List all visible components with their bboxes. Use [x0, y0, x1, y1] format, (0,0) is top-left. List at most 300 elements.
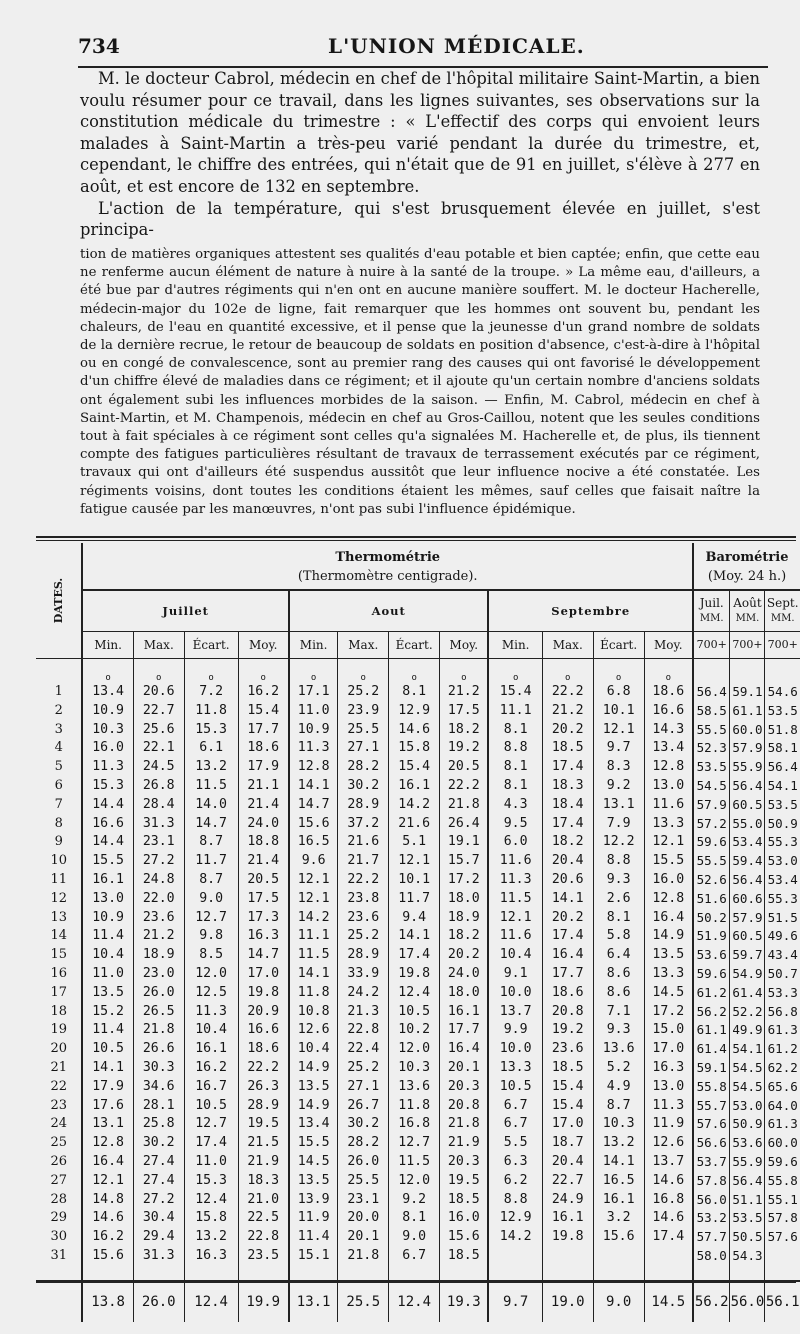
table-cell: 14.1: [593, 1153, 644, 1172]
table-row: [36, 1228, 800, 1247]
day-number: 22: [50, 1078, 67, 1094]
table-cell: 9.2: [389, 1191, 440, 1210]
table-cell: 21.6: [389, 815, 440, 834]
table-row: [36, 852, 800, 871]
table-row: [36, 1003, 800, 1022]
day-number: 5: [54, 759, 63, 775]
table-cell: 19.8: [238, 984, 289, 1003]
table-cell: 10.5: [82, 1040, 133, 1059]
table-cell: 11.5: [488, 890, 542, 909]
table-cell: 50.9: [730, 1115, 765, 1134]
degree-mark: o: [440, 659, 489, 684]
average-cell: 56.0: [730, 1281, 765, 1322]
table-cell: 18.5: [440, 1247, 489, 1266]
table-cell: 7.9: [593, 815, 644, 834]
table-cell: 13.0: [644, 1078, 693, 1097]
table-cell: 16.2: [184, 1059, 238, 1078]
table-cell: 15.0: [644, 1021, 693, 1040]
table-row: [36, 1115, 800, 1134]
table-cell: 18.6: [644, 683, 693, 702]
table-cell: 12.1: [289, 890, 338, 909]
table-cell: 31.3: [133, 1247, 184, 1266]
average-cell: 26.0: [133, 1281, 184, 1322]
table-cell: 14.7: [238, 946, 289, 965]
day-number: 21: [50, 1059, 67, 1075]
table-cell: 6.8: [593, 683, 644, 702]
day-number: 30: [50, 1229, 67, 1245]
table-cell: 12.6: [289, 1021, 338, 1040]
table-cell: 16.1: [184, 1040, 238, 1059]
table-cell: 55.3: [765, 890, 800, 909]
table-cell: 13.9: [289, 1191, 338, 1210]
table-cell: 57.2: [693, 815, 730, 834]
table-cell: [644, 1247, 693, 1266]
table-cell: 21.5: [238, 1134, 289, 1153]
table-cell: 19.8: [542, 1228, 593, 1247]
table-cell: 9.7: [593, 739, 644, 758]
table-cell: 24.2: [338, 984, 389, 1003]
table-cell: 30.2: [338, 777, 389, 796]
average-cell: 13.1: [289, 1281, 338, 1322]
table-cell: 55.0: [730, 815, 765, 834]
blank-cell: [488, 1266, 542, 1281]
paragraph-temperature: L'action de la température, qui s'est brusquement élevée en juillet, s'est principa-: [80, 198, 760, 240]
table-cell: 50.5: [730, 1228, 765, 1247]
table-cell: 12.7: [389, 1134, 440, 1153]
table-cell: 61.1: [730, 702, 765, 721]
col-header-septembre-max: Max.: [542, 631, 593, 658]
table-cell: 59.1: [730, 683, 765, 702]
table-cell: 16.4: [82, 1153, 133, 1172]
table-cell: 61.3: [765, 1021, 800, 1040]
table-cell: 23.6: [133, 909, 184, 928]
table-cell: 16.1: [542, 1209, 593, 1228]
table-cell: 21.2: [542, 702, 593, 721]
day-number: 6: [54, 777, 63, 793]
table-cell: 58.0: [693, 1247, 730, 1266]
table-cell: 15.3: [184, 1172, 238, 1191]
table-cell: 13.5: [82, 984, 133, 1003]
table-cell: 53.4: [730, 833, 765, 852]
table-cell: 12.8: [644, 758, 693, 777]
table-cell: 13.0: [644, 777, 693, 796]
intro-text: [80, 68, 760, 241]
table-cell: 16.7: [184, 1078, 238, 1097]
table-cell: 11.9: [289, 1209, 338, 1228]
table-cell: 8.1: [488, 721, 542, 740]
average-cell: 12.4: [184, 1281, 238, 1322]
blank-cell: [82, 1266, 133, 1281]
table-cell: 10.5: [389, 1003, 440, 1022]
blank-cell: [36, 1281, 82, 1322]
baro-base-header: 700+: [730, 631, 765, 658]
table-cell: 4.9: [593, 1078, 644, 1097]
baro-sept-unit: MM.: [770, 612, 795, 624]
table-cell: 20.8: [542, 1003, 593, 1022]
day-number: 16: [50, 965, 67, 981]
table-cell: 56.4: [730, 871, 765, 890]
table-cell: 55.5: [693, 852, 730, 871]
dates-header: [36, 543, 82, 659]
table-cell: 13.2: [184, 758, 238, 777]
table-cell: 55.7: [693, 1097, 730, 1116]
table-cell: 22.2: [542, 683, 593, 702]
table-cell: 25.5: [338, 721, 389, 740]
table-cell: 54.6: [765, 683, 800, 702]
table-cell: 13.4: [289, 1115, 338, 1134]
table-cell: 13.0: [82, 890, 133, 909]
table-cell: 8.6: [593, 984, 644, 1003]
table-cell: 61.2: [765, 1040, 800, 1059]
table-cell: 54.3: [730, 1247, 765, 1266]
table-cell: 55.5: [693, 721, 730, 740]
table-cell: 65.6: [765, 1078, 800, 1097]
table-cell: 6.7: [389, 1247, 440, 1266]
table-cell: 20.2: [542, 721, 593, 740]
table-cell: [488, 1247, 542, 1266]
table-cell: 14.2: [289, 909, 338, 928]
table-cell: 12.1: [488, 909, 542, 928]
day-number: 3: [54, 721, 63, 737]
table-row: [36, 1021, 800, 1040]
table-cell: 18.6: [542, 984, 593, 1003]
table-cell: 21.2: [133, 927, 184, 946]
table-cell: 17.4: [389, 946, 440, 965]
table-cell: 9.4: [389, 909, 440, 928]
average-cell: 13.8: [82, 1281, 133, 1322]
table-cell: 13.3: [644, 965, 693, 984]
table-cell: 10.8: [289, 1003, 338, 1022]
degree-mark: o: [542, 659, 593, 684]
table-cell: 12.1: [389, 852, 440, 871]
table-cell: 61.4: [693, 1040, 730, 1059]
table-cell: 8.6: [593, 965, 644, 984]
table-cell: 50.7: [765, 965, 800, 984]
table-cell: 14.5: [289, 1153, 338, 1172]
table-cell: 14.1: [289, 965, 338, 984]
table-cell: 57.8: [693, 1172, 730, 1191]
table-cell: 17.7: [542, 965, 593, 984]
table-cell: 22.2: [440, 777, 489, 796]
table-cell: 18.7: [542, 1134, 593, 1153]
table-cell: 64.0: [765, 1097, 800, 1116]
blank-cell: [730, 1266, 765, 1281]
table-cell: 16.2: [238, 683, 289, 702]
table-cell: 31.3: [133, 815, 184, 834]
table-cell: 13.4: [644, 739, 693, 758]
table-cell: 21.9: [238, 1153, 289, 1172]
table-row: [36, 1134, 800, 1153]
table-cell: 18.2: [440, 721, 489, 740]
table-cell: 61.4: [730, 984, 765, 1003]
table-cell: 11.6: [644, 796, 693, 815]
table-cell: 20.5: [440, 758, 489, 777]
table-cell: 20.4: [542, 1153, 593, 1172]
table-cell: 21.4: [238, 796, 289, 815]
table-cell: 13.6: [593, 1040, 644, 1059]
table-cell: 9.9: [488, 1021, 542, 1040]
table-cell: 60.5: [730, 927, 765, 946]
table-cell: 9.3: [593, 871, 644, 890]
blank-cell: [338, 1266, 389, 1281]
table-cell: 8.5: [184, 946, 238, 965]
table-cell: 11.8: [184, 702, 238, 721]
table-cell: 15.8: [389, 739, 440, 758]
table-cell: 11.8: [389, 1097, 440, 1116]
blank-cell: [36, 1266, 82, 1281]
table-cell: 21.3: [338, 1003, 389, 1022]
table-cell: 33.9: [338, 965, 389, 984]
table-cell: 56.4: [765, 758, 800, 777]
table-cell: 53.0: [765, 852, 800, 871]
thermo-title: Thermométrie: [82, 543, 693, 565]
table-cell: 20.5: [238, 871, 289, 890]
table-cell: 13.1: [593, 796, 644, 815]
table-cell: 11.4: [289, 1228, 338, 1247]
average-cell: 56.1: [765, 1281, 800, 1322]
table-cell: 14.9: [644, 927, 693, 946]
table-cell: 13.5: [289, 1172, 338, 1191]
table-cell: 57.6: [693, 1115, 730, 1134]
table-cell: 10.3: [593, 1115, 644, 1134]
table-cell: 20.2: [542, 909, 593, 928]
table-cell: 21.4: [238, 852, 289, 871]
table-cell: 8.8: [488, 739, 542, 758]
table-cell: 11.1: [289, 927, 338, 946]
paragraph-water: tion de matières organiques attestent ses qualités d'eau potable et bien captée; enfin, que cette eau ne renferme aucun élément de nature à nuire à la santé de la troupe. » La même eau, d'ailleurs, a été bue par d'autres régiments qui n'en ont en aucune manière souffert. M. le docteur Hacherelle, médecin-major du 102e de ligne, fait remarquer que les hommes ont souvent bu, pendant les chaleurs, de l'eau en quantité excessive, et il pense que la jeunesse d'un grand nombre de soldats de la dernière recrue, le retour de beaucoup de soldats en position d'absence, c'est-à-dire à l'hôpital ou en congé de convalescence, sont au premier rang des causes qui ont favorisé le développement d'un chiffre élevé de maladies dans ce régiment; et il ajoute qu'un certain nombre d'anciens soldats ont également subi les influences morbides de la saison. — Enfin, M. Cabrol, médecin en chef à Saint-Martin, et M. Champenois, médecin en chef au Gros-Caillou, notent que les seules conditions tout à fait spéciales à ce régiment sont celles qu'a signalées M. Hacherelle et, de plus, ils tiennent compte des fatigues particulières résultant de travaux de terrassement exécutés par ce régiment, travaux qui ont d'ailleurs été suspendus aussitôt que leur influence nocive a été constatée. Les régiments voisins, dont toutes les conditions étaient les mêmes, sauf celles que faisait naître la fatigue causée par les manœuvres, n'ont pas subi l'influence épidémique.: [80, 247, 760, 517]
table-cell: 28.9: [238, 1097, 289, 1116]
table-cell: 12.8: [289, 758, 338, 777]
col-header-juillet-cart: Écart.: [184, 631, 238, 658]
day-number: 15: [50, 947, 67, 963]
table-cell: 11.5: [289, 946, 338, 965]
table-cell: 18.4: [542, 796, 593, 815]
baro-aout-label: Août: [733, 595, 762, 610]
table-cell: 20.2: [440, 946, 489, 965]
degree-mark: o: [389, 659, 440, 684]
table-cell: 30.2: [338, 1115, 389, 1134]
table-cell: 21.6: [338, 833, 389, 852]
table-cell: 10.2: [389, 1021, 440, 1040]
blank-cell: [730, 659, 765, 684]
table-cell: 49.6: [765, 927, 800, 946]
table-cell: 17.9: [238, 758, 289, 777]
table-cell: 13.3: [644, 815, 693, 834]
table-cell: 12.1: [289, 871, 338, 890]
table-cell: 12.7: [184, 909, 238, 928]
baro-base-header: 700+: [693, 631, 730, 658]
col-header-aout-cart: Écart.: [389, 631, 440, 658]
table-cell: 22.4: [338, 1040, 389, 1059]
weather-table: [36, 543, 800, 1322]
table-cell: 13.1: [82, 1115, 133, 1134]
table-cell: 20.0: [338, 1209, 389, 1228]
table-cell: 17.6: [82, 1097, 133, 1116]
table-cell: 50.9: [765, 815, 800, 834]
table-cell: 21.8: [338, 1247, 389, 1266]
table-cell: 9.1: [488, 965, 542, 984]
blank-cell: [440, 1266, 489, 1281]
table-cell: 17.1: [289, 683, 338, 702]
table-cell: 11.3: [82, 758, 133, 777]
table-cell: 16.0: [644, 871, 693, 890]
table-cell: 21.8: [133, 1021, 184, 1040]
table-cell: 6.7: [488, 1097, 542, 1116]
table-cell: 54.9: [730, 965, 765, 984]
table-cell: 17.0: [542, 1115, 593, 1134]
table-cell: 28.4: [133, 796, 184, 815]
table-cell: 60.6: [730, 890, 765, 909]
table-cell: [593, 1247, 644, 1266]
table-cell: 14.1: [542, 890, 593, 909]
average-cell: 19.9: [238, 1281, 289, 1322]
blank-cell: [184, 1266, 238, 1281]
table-cell: 10.1: [389, 871, 440, 890]
table-cell: 37.2: [338, 815, 389, 834]
col-header-juillet-moy: Moy.: [238, 631, 289, 658]
table-cell: 12.4: [389, 984, 440, 1003]
table-cell: 51.5: [765, 909, 800, 928]
table-cell: 22.1: [133, 739, 184, 758]
table-cell: 12.8: [644, 890, 693, 909]
table-cell: 12.6: [644, 1134, 693, 1153]
table-row: [36, 965, 800, 984]
day-number: 4: [54, 740, 63, 756]
table-cell: 18.8: [238, 833, 289, 852]
table-cell: 15.5: [82, 852, 133, 871]
table-cell: 53.6: [730, 1134, 765, 1153]
table-cell: 16.4: [440, 1040, 489, 1059]
table-row: [36, 871, 800, 890]
table-cell: 15.5: [644, 852, 693, 871]
table-cell: 18.2: [440, 927, 489, 946]
table-cell: 14.6: [644, 1209, 693, 1228]
day-number: 11: [50, 871, 67, 887]
table-cell: 11.6: [488, 852, 542, 871]
degree-mark: o: [289, 659, 338, 684]
table-cell: 15.4: [238, 702, 289, 721]
table-cell: 27.4: [133, 1172, 184, 1191]
table-cell: 23.1: [338, 1191, 389, 1210]
table-cell: 27.4: [133, 1153, 184, 1172]
table-cell: 3.2: [593, 1209, 644, 1228]
table-row: [36, 890, 800, 909]
table-cell: 16.1: [389, 777, 440, 796]
table-cell: 18.3: [238, 1172, 289, 1191]
table-cell: 16.5: [593, 1172, 644, 1191]
day-number: 31: [50, 1247, 67, 1263]
table-cell: 16.6: [82, 815, 133, 834]
table-cell: 25.8: [133, 1115, 184, 1134]
table-cell: 6.4: [593, 946, 644, 965]
page-header: [78, 34, 768, 64]
blank-cell: [238, 1266, 289, 1281]
baro-aout-unit: MM.: [735, 612, 760, 624]
table-cell: [765, 1247, 800, 1266]
table-cell: 24.9: [542, 1191, 593, 1210]
table-cell: 10.4: [289, 1040, 338, 1059]
table-cell: 25.2: [338, 1059, 389, 1078]
table-cell: 15.3: [82, 777, 133, 796]
table-cell: 29.4: [133, 1228, 184, 1247]
table-cell: 8.1: [389, 1209, 440, 1228]
table-cell: 14.7: [184, 815, 238, 834]
table-row: [36, 1209, 800, 1228]
table-cell: 15.6: [289, 815, 338, 834]
table-cell: 28.2: [338, 1134, 389, 1153]
table-cell: 60.0: [730, 721, 765, 740]
table-cell: 27.2: [133, 852, 184, 871]
table-row: [36, 1040, 800, 1059]
table-cell: 11.4: [82, 1021, 133, 1040]
day-number: 27: [50, 1172, 67, 1188]
table-cell: 25.2: [338, 927, 389, 946]
table-cell: 2.6: [593, 890, 644, 909]
table-cell: 24.0: [440, 965, 489, 984]
table-cell: 21.9: [440, 1134, 489, 1153]
table-cell: 11.3: [184, 1003, 238, 1022]
degree-mark: o: [338, 659, 389, 684]
table-cell: 15.6: [593, 1228, 644, 1247]
table-cell: 14.9: [289, 1097, 338, 1116]
table-cell: 55.8: [693, 1078, 730, 1097]
table-cell: 11.4: [82, 927, 133, 946]
table-top-rule-thin: [36, 540, 796, 541]
table-cell: 13.5: [644, 946, 693, 965]
table-cell: 16.2: [82, 1228, 133, 1247]
table-cell: 56.4: [730, 777, 765, 796]
blank-cell: [542, 1266, 593, 1281]
table-cell: 54.5: [730, 1078, 765, 1097]
table-cell: 56.0: [693, 1191, 730, 1210]
table-cell: 18.3: [542, 777, 593, 796]
table-cell: 61.2: [693, 984, 730, 1003]
table-cell: 56.4: [730, 1172, 765, 1191]
table-cell: 12.7: [184, 1115, 238, 1134]
table-cell: 17.4: [184, 1134, 238, 1153]
table-cell: 11.5: [184, 777, 238, 796]
table-cell: 15.7: [440, 852, 489, 871]
table-cell: 13.3: [488, 1059, 542, 1078]
table-cell: 53.5: [765, 702, 800, 721]
table-cell: 28.1: [133, 1097, 184, 1116]
table-row: [36, 777, 800, 796]
table-cell: 14.2: [389, 796, 440, 815]
table-cell: 18.0: [440, 984, 489, 1003]
table-row: [36, 927, 800, 946]
table-cell: 57.9: [693, 796, 730, 815]
table-cell: 26.3: [238, 1078, 289, 1097]
table-cell: 12.0: [389, 1172, 440, 1191]
col-header-septembre-min: Min.: [488, 631, 542, 658]
table-cell: 57.7: [693, 1228, 730, 1247]
table-cell: 53.3: [765, 984, 800, 1003]
day-number: 18: [50, 1003, 67, 1019]
table-row: [36, 1059, 800, 1078]
table-cell: 13.7: [644, 1153, 693, 1172]
table-cell: 4.3: [488, 796, 542, 815]
table-cell: 20.6: [542, 871, 593, 890]
baro-subtitle: (Moy. 24 h.): [693, 565, 800, 590]
day-number: 7: [54, 796, 63, 812]
table-cell: 14.9: [289, 1059, 338, 1078]
table-cell: 17.7: [440, 1021, 489, 1040]
table-cell: 34.6: [133, 1078, 184, 1097]
day-number: 26: [50, 1153, 67, 1169]
table-cell: 58.5: [693, 702, 730, 721]
average-cell: 19.0: [542, 1281, 593, 1322]
table-cell: 28.9: [338, 946, 389, 965]
